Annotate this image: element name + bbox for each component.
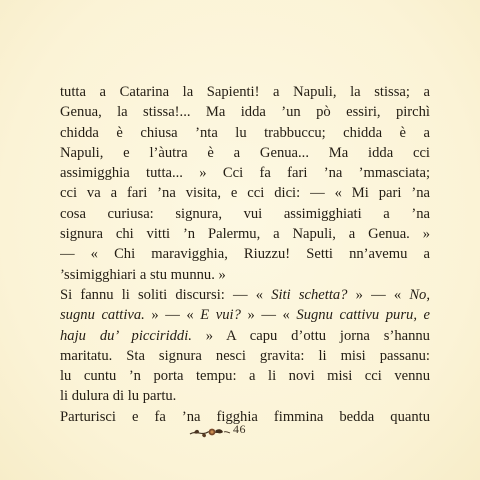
text-line: Genua, la stissa!... Ma idda ’un pò essiri, pirchì bbox=[60, 104, 430, 121]
text-line: li dulura di lu partu. bbox=[60, 388, 177, 405]
italic-segment: E vui? bbox=[200, 307, 241, 324]
floral-ornament-icon bbox=[188, 422, 234, 442]
text-line-mixed bbox=[60, 285, 430, 305]
text-line: maritatu. Sta signura nesci gravita: li misi passanu: bbox=[60, 347, 430, 364]
italic-segment: haju du’ picciriddi. bbox=[60, 327, 192, 344]
italic-segment: No, bbox=[409, 286, 430, 303]
text-line: Parturisci e fa ’na figghia fimmina bedda quantu bbox=[60, 408, 430, 425]
text-line: chidda è chiusa ’nta lu trabbuccu; chidda è a bbox=[60, 124, 430, 141]
text-line: cci va a fari ’na visita, e cci dici: — « Mi pari ’na bbox=[60, 185, 430, 202]
text-segment: » — « bbox=[144, 307, 201, 324]
text-segment: » A capu d’ottu jorna s’hannu bbox=[191, 327, 430, 344]
text-line: signura chi vitti ’n Palermu, a Napuli, a Genua. » bbox=[60, 226, 430, 243]
text-line: tutta a Catarina la Sapienti! a Napuli, la stissa; a bbox=[60, 84, 430, 100]
text-line: lu cuntu ’n porta tempu: a li novi misi cci vennu bbox=[60, 368, 430, 385]
text-line: ’ssimigghiari a stu munnu. » bbox=[60, 266, 226, 283]
text-segment: Si fannu li soliti discursi: — « bbox=[60, 286, 272, 303]
text-line: — « Chi maravigghia, Riuzzu! Setti nn’avemu a bbox=[60, 246, 430, 263]
italic-segment: Siti schetta? bbox=[271, 286, 348, 303]
page-footer bbox=[188, 420, 288, 442]
page-number: 46 bbox=[233, 422, 246, 436]
italic-segment: Sugnu cattivu puru, e bbox=[296, 307, 430, 324]
text-line-mixed bbox=[60, 326, 430, 346]
italic-segment: sugnu cattiva. bbox=[60, 307, 145, 324]
text-line: assimigghia tutta... » Cci fa fari ’na ’mmasciata; bbox=[60, 165, 430, 182]
body-text bbox=[60, 82, 430, 427]
text-line: cosa curiusa: signura, vui assimigghiati a ’na bbox=[60, 205, 430, 222]
text-segment: » — « bbox=[240, 307, 297, 324]
text-line-mixed bbox=[60, 305, 430, 325]
text-line: Napuli, e l’àutra è a Genua... Ma idda cci bbox=[60, 144, 430, 161]
text-segment: » — « bbox=[347, 286, 410, 303]
